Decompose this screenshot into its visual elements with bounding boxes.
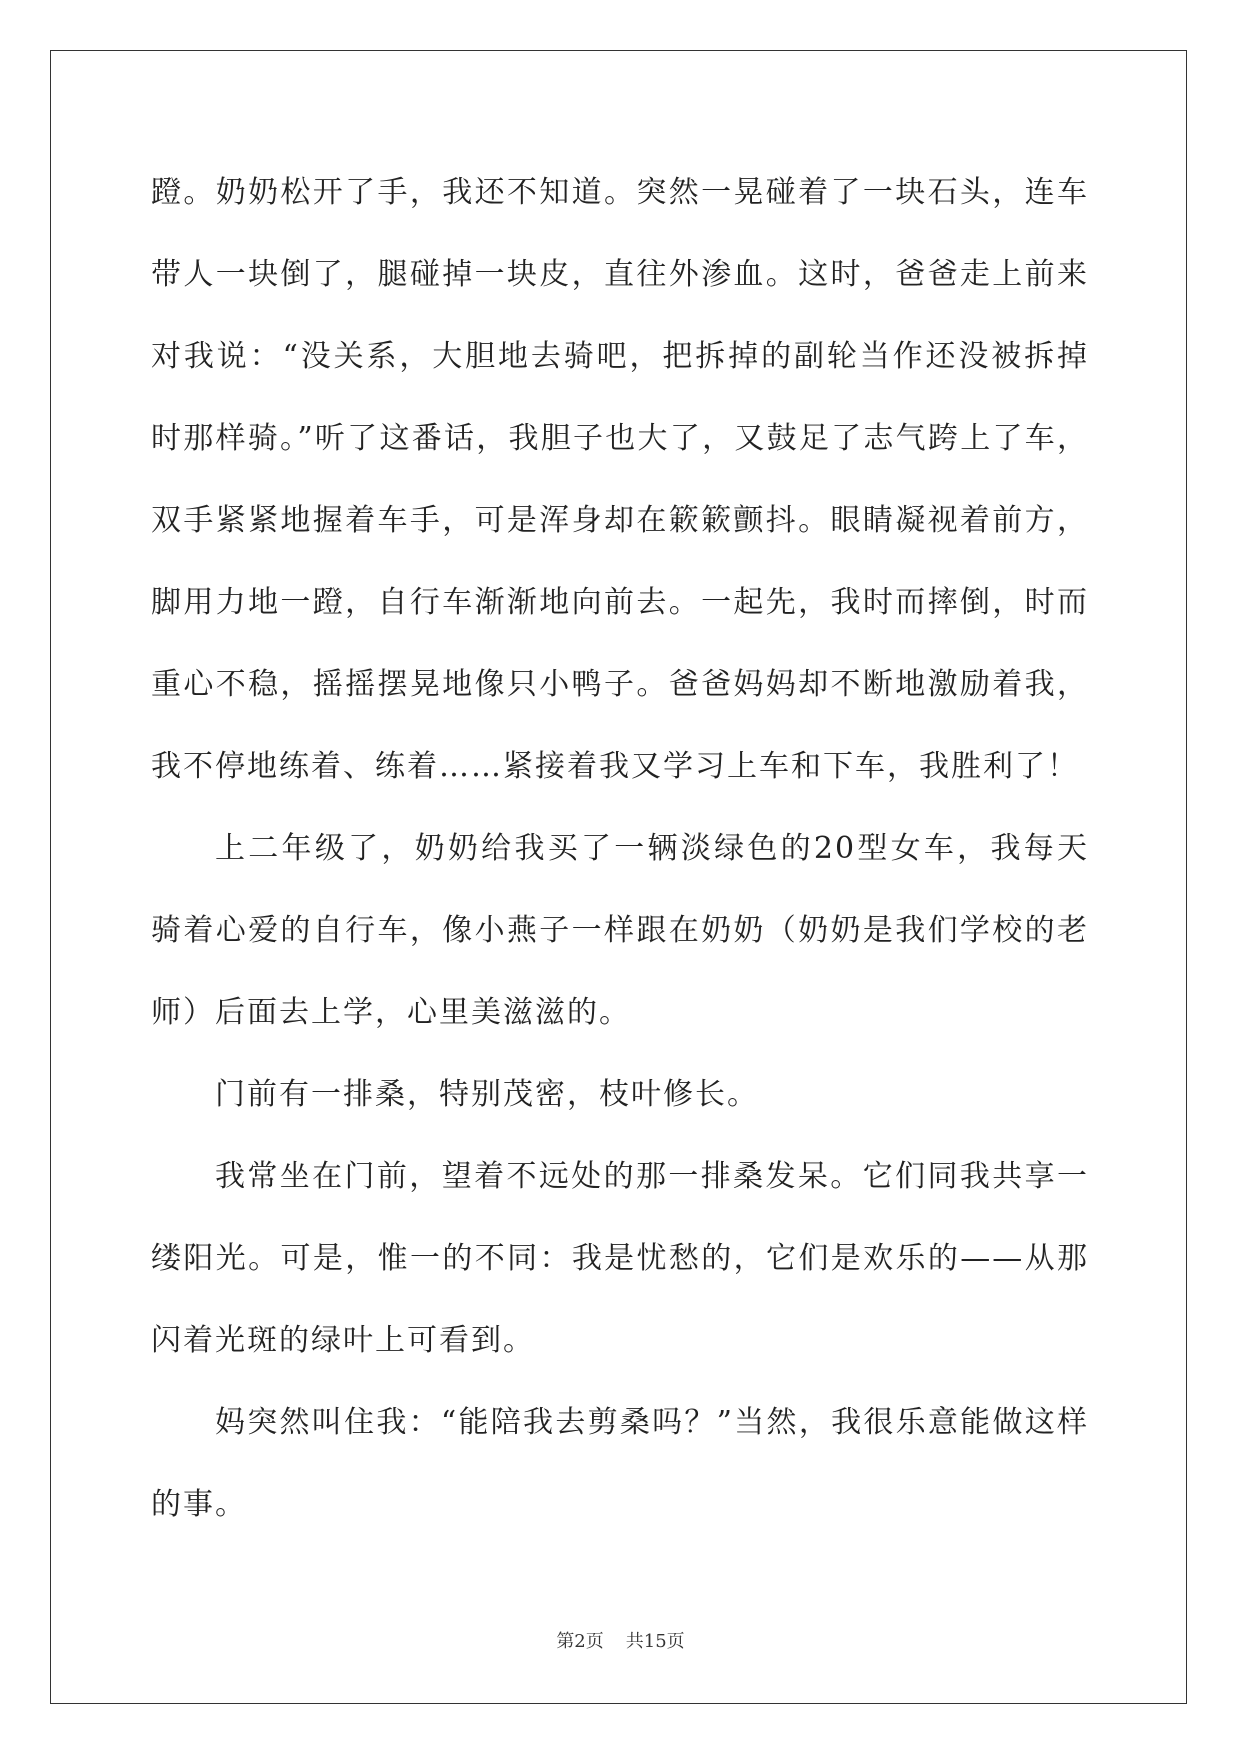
- page-footer: [0, 1627, 1241, 1653]
- paragraph-1: 蹬。奶奶松开了手，我还不知道。突然一晃碰着了一块石头，连车带人一块倒了，腿碰掉一块皮，直往外渗血。这时，爸爸走上前来对我说：“没关系，大胆地去骑吧，把拆掉的副轮当作还没被拆掉时那样骑。”听了这番话，我胆子也大了，又鼓足了志气跨上了车，双手紧紧地握着车手，可是浑身却在簌簌颤抖。眼睛凝视着前方，脚用力地一蹬，自行车渐渐地向前去。一起先，我时而摔倒，时而重心不稳，摇摇摆晃地像只小鸭子。爸爸妈妈却不断地激励着我，我不停地练着、练着……紧接着我又学习上车和下车，我胜利了！: [151, 175, 1089, 784]
- paragraph-4: 我常坐在门前，望着不远处的那一排桑发呆。它们同我共享一缕阳光。可是，惟一的不同：我是忧愁的，它们是欢乐的——从那闪着光斑的绿叶上可看到。: [151, 1159, 1089, 1358]
- paragraph-5: 妈突然叫住我：“能陪我去剪桑吗？”当然，我很乐意能做这样的事。: [151, 1405, 1089, 1522]
- document-body: [151, 152, 1089, 1546]
- page-number-total: 共15页: [625, 1631, 685, 1652]
- paragraph-2: 上二年级了，奶奶给我买了一辆淡绿色的20型女车，我每天骑着心爱的自行车，像小燕子一样跟在奶奶（奶奶是我们学校的老师）后面去上学，心里美滋滋的。: [151, 831, 1089, 1030]
- page-number-current: 第2页: [556, 1631, 604, 1652]
- paragraph-3: 门前有一排桑，特别茂密，枝叶修长。: [215, 1077, 759, 1112]
